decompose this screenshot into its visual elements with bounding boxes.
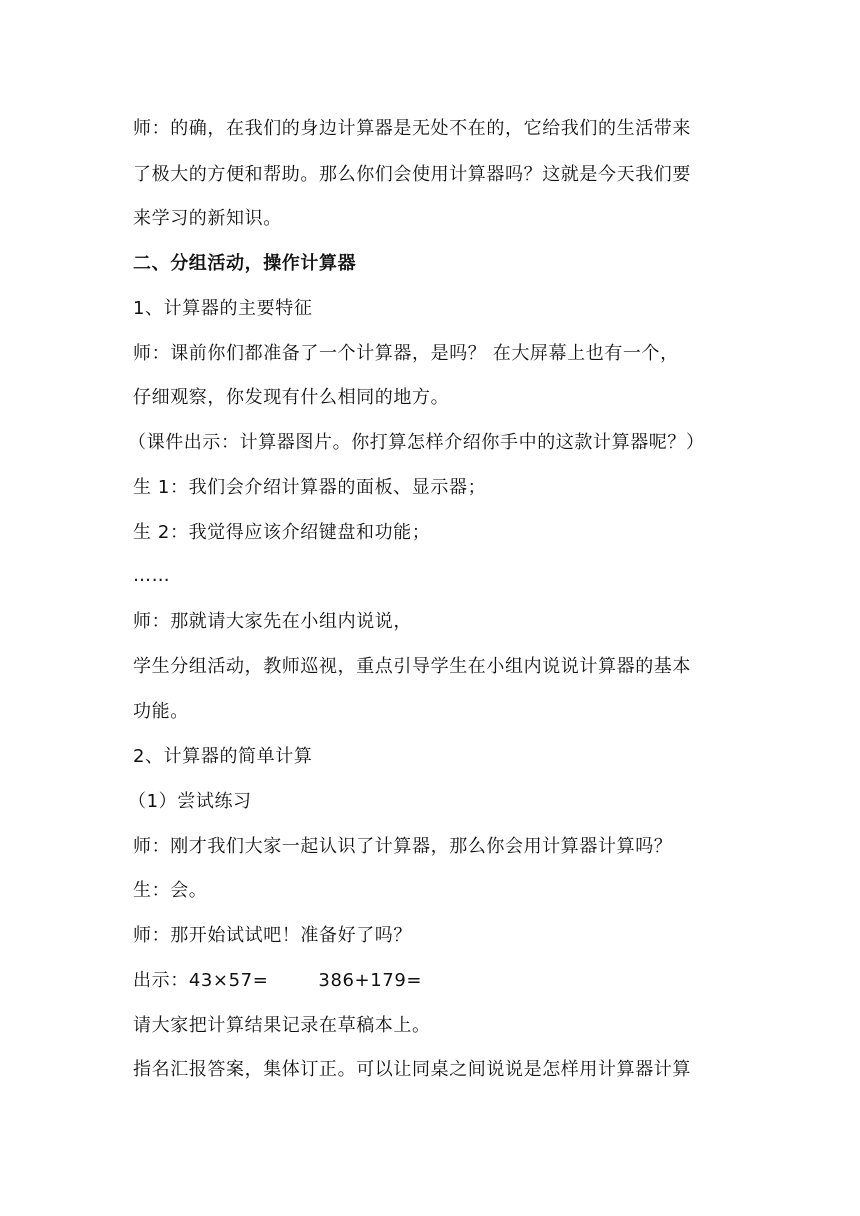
- math-expression: 386+179=: [318, 970, 423, 991]
- paragraph-line: 功能。: [133, 701, 189, 722]
- paragraph-line: 生：会。: [133, 880, 208, 901]
- paragraph-line: （课件出示：计算器图片。你打算怎样介绍你手中的这款计算器呢？）: [128, 432, 705, 453]
- paragraph-line: 师：那开始试试吧！准备好了吗？: [133, 925, 412, 946]
- paragraph-line: 了极大的方便和帮助。那么你们会使用计算器吗？这就是今天我们要: [133, 164, 691, 185]
- paragraph-line: 师：课前你们都准备了一个计算器，是吗？ 在大屏幕上也有一个，: [133, 343, 679, 364]
- section-heading: 二、分组活动，操作计算器: [133, 253, 357, 274]
- paragraph-line: 生 2：我觉得应该介绍键盘和功能；: [133, 522, 431, 543]
- paragraph-line: 请大家把计算结果记录在草稿本上。: [133, 1015, 431, 1036]
- exercise-line: [133, 969, 753, 993]
- subsection-heading: （1）尝试练习: [128, 791, 252, 812]
- exercise-label: 出示：: [133, 970, 189, 991]
- paragraph-line: 师：刚才我们大家一起认识了计算器，那么你会用计算器计算吗？: [133, 836, 673, 857]
- paragraph-line: 生 1：我们会介绍计算器的面板、显示器；: [133, 477, 487, 498]
- paragraph-line: 指名汇报答案，集体订正。可以让同桌之间说说是怎样用计算器计算: [133, 1059, 691, 1080]
- paragraph-line: 来学习的新知识。: [133, 208, 282, 229]
- subsection-heading: 2、计算器的简单计算: [133, 746, 313, 767]
- ellipsis-line: ……: [133, 565, 171, 586]
- math-expression: 43×57=: [188, 970, 269, 991]
- subsection-heading: 1、计算器的主要特征: [133, 298, 313, 319]
- paragraph-line: 师：那就请大家先在小组内说说，: [133, 611, 412, 632]
- paragraph-line: 仔细观察，你发现有什么相同的地方。: [133, 387, 450, 408]
- paragraph-line: 师：的确，在我们的身边计算器是无处不在的，它给我们的生活带来: [133, 118, 691, 139]
- paragraph-line: 学生分组活动，教师巡视，重点引导学生在小组内说说计算器的基本: [133, 656, 691, 677]
